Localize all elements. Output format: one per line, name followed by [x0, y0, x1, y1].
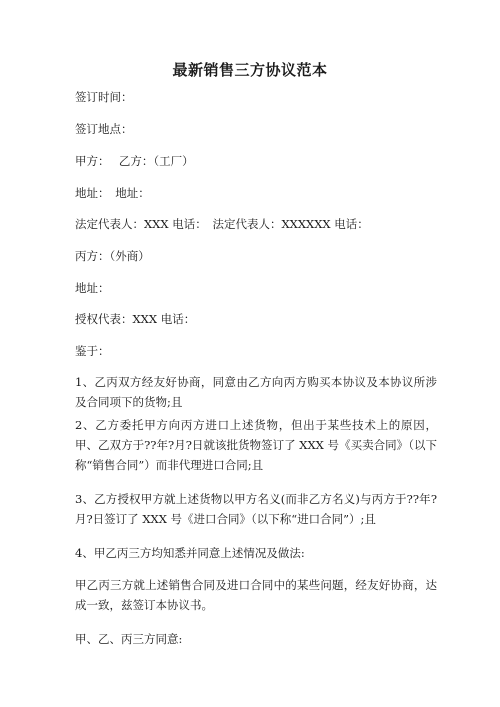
clause-1-paragraph: 1、乙丙双方经友好协商，同意由乙方向丙方购买本协议及本协议所涉及合同项下的货物;且 [75, 375, 437, 409]
address-c-line: 地址： [75, 281, 110, 295]
address-a-b-line: 地址： 地址： [75, 186, 150, 200]
clause-2-paragraph: 2、乙方委托甲方向丙方进口上述货物，但出于某些技术上的原因，甲、乙双方于??年?月?日就该批货物签订了 XXX 号《买卖合同》（以下称“销售合同”）而非代理进口合同;且 [75, 418, 437, 472]
document-title: 最新销售三方协议范本 [172, 61, 328, 79]
authorized-representative-line: 授权代表：XXX 电话： [75, 312, 196, 326]
sign-time-line: 签订时间： [75, 90, 133, 104]
agreement-heading: 甲、乙、丙三方同意: [75, 632, 183, 646]
summary-paragraph: 甲乙丙三方就上述销售合同及进口合同中的某些问题，经友好协商，达成一致，兹签订本协议书。 [75, 578, 437, 612]
party-c-line: 丙方：（外商） [75, 249, 150, 263]
whereas-heading: 鉴于： [75, 344, 110, 358]
party-a-b-line: 甲方： 乙方：（工厂） [75, 154, 194, 168]
legal-representative-line: 法定代表人：XXX 电话： 法定代表人：XXXXXX 电话： [75, 217, 369, 231]
clause-4-paragraph: 4、甲乙丙三方均知悉并同意上述情况及做法: [75, 546, 305, 560]
sign-place-line: 签订地点： [75, 122, 133, 136]
clause-3-paragraph: 3、乙方授权甲方就上述货物以甲方名义(而非乙方名义)与丙方于??年?月?日签订了 XXX 号《进口合同》（以下称“进口合同”）;且 [75, 492, 437, 526]
